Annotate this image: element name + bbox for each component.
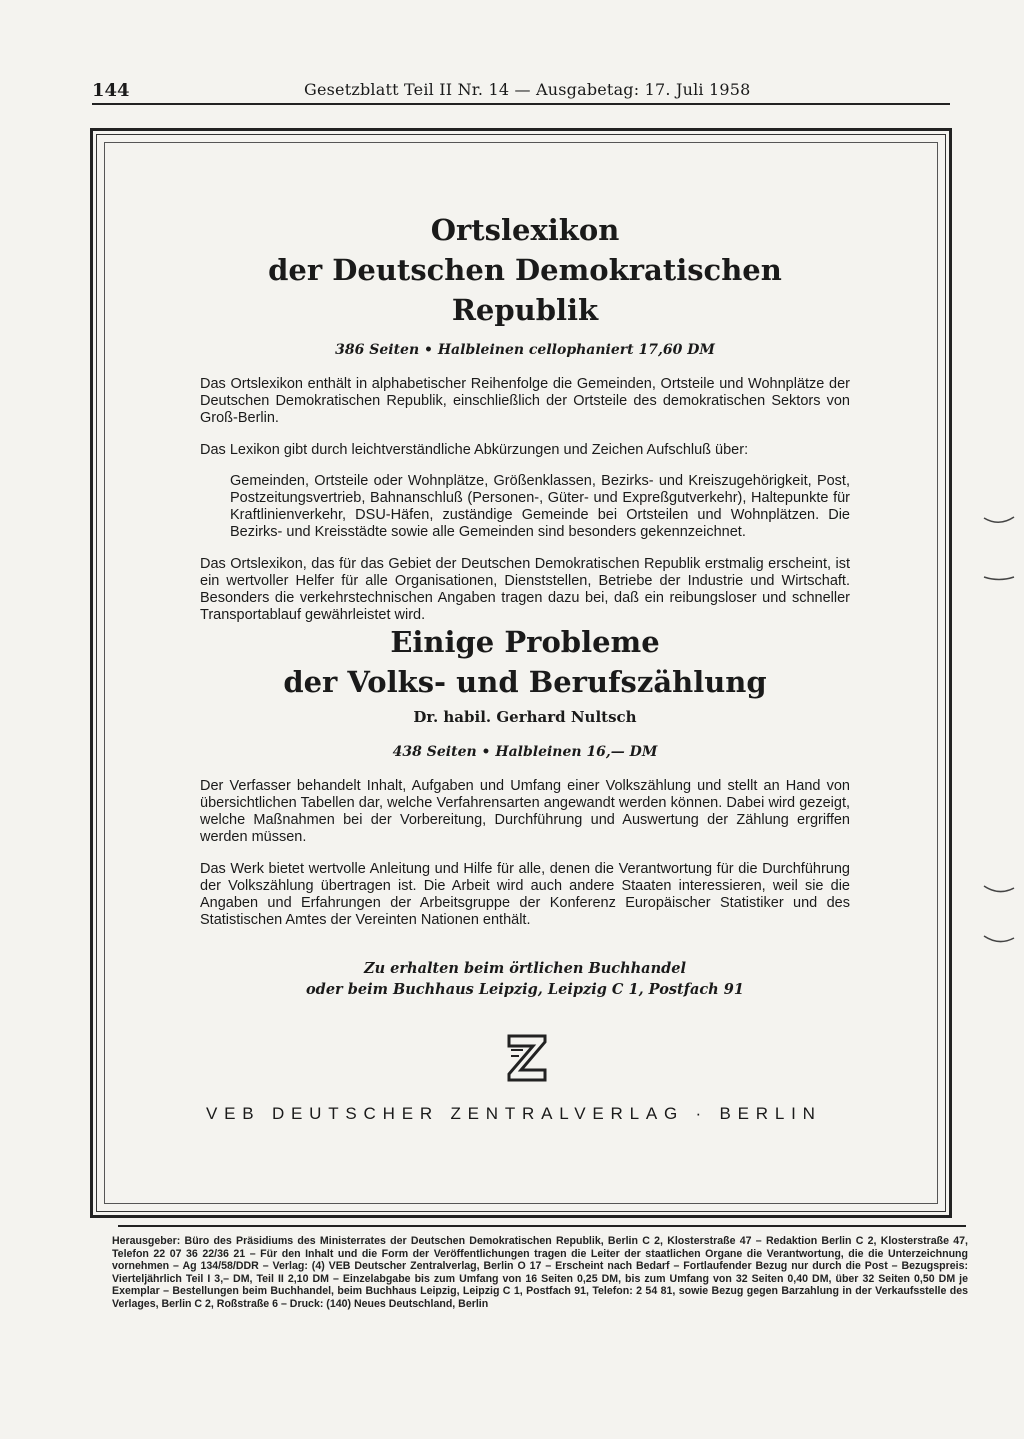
- book2-title-line1: Einige Probleme: [390, 625, 660, 659]
- imprint-footer: Herausgeber: Büro des Präsidiums des Ministerrates der Deutschen Demokratischen Republik, Berlin C 2, Klosterstraße 47 – Redaktion Berlin C 2, Klosterstraße 47, Telefon 22 07 36 22/36 21 – Für den Inhalt und die Form der Veröffentlichungen tragen die Leiter der staatlichen Organe die Verantwortung, die die Unterzeichnung vornehmen – Ag 134/58/DDR – Verlag: (4) VEB Deutscher Zentralverlag, Berlin O 17 – Erscheint nach Bedarf – Fortlaufender Bezug nur durch die Post – Bezugspreis: Vierteljährlich Teil I 3,– DM, Teil II 2,10 DM – Einzelabgabe bis zum Umfang von 16 Seiten 0,25 DM, bis zum Umfang von 32 Seiten 0,40 DM, über 32 Seiten 0,50 DM je Exemplar – Bestellungen beim Buchhandel, beim Buchhaus Leipzig, Leipzig C 1, Postfach 91, Telefon: 2 54 81, sowie Bezug gegen Barzahlung in der Verkaufsstelle des Verlages, Berlin C 2, Roßstraße 6 – Druck: (140) Neues Deutschland, Berlin: [112, 1235, 968, 1310]
- book1-title-line1: Ortslexikon: [430, 213, 620, 247]
- availability-line-1: Zu erhalten beim örtlichen Buchhandel: [364, 960, 686, 977]
- book1-paragraph-1: Das Ortslexikon enthält in alphabetischer Reihenfolge die Gemeinden, Ortsteile und Wohnplätze der Deutschen Demokratischen Republik, einschließlich der Ortsteile des demokratischen Sektors von Groß-Berlin.: [200, 376, 850, 426]
- header-rule: [92, 103, 950, 105]
- publisher-logo-icon: [505, 1030, 551, 1086]
- book1-paragraph-4: Das Ortslexikon, das für das Gebiet der Deutschen Demokratischen Republik erstmalig erscheint, ist ein wertvoller Helfer für alle Organisationen, Dienststellen, Betriebe der Industrie und Wirtschaft. Besonders die verkehrstechnischen Angaben tragen dazu bei, daß ein reibungsloser und schneller Transportablauf gewährleistet wird.: [200, 555, 850, 623]
- availability-note: [200, 958, 850, 1000]
- margin-mark-icon: [982, 572, 1016, 584]
- book-ad-volkszaehlung: [200, 622, 850, 943]
- margin-mark-icon: [982, 934, 1016, 946]
- book2-title-line2: der Volks- und Berufszählung: [283, 665, 767, 699]
- book1-meta: 386 Seiten • Halbleinen cellophaniert 17,60 DM: [335, 342, 715, 358]
- availability-line-2: oder beim Buchhaus Leipzig, Leipzig C 1, Postfach 91: [306, 981, 744, 998]
- book1-paragraph-3: Gemeinden, Ortsteile oder Wohnplätze, Größenklassen, Bezirks- und Kreiszugehörigkeit, Post, Postzeitungsvertrieb, Bahnanschluß (Personen-, Güter- und Expreßgutverkehr), Haltepunkte für Kraftlinienverkehr, DSU-Häfen, zuständige Gemeinde bei Ortsteilen und Wohnplätzen. Die Bezirks- und Kreisstädte sowie alle Gemeinden sind besonders gekennzeichnet.: [230, 473, 850, 540]
- book2-author: Dr. habil. Gerhard Nultsch: [413, 708, 637, 726]
- book1-paragraph-2: Das Lexikon gibt durch leichtverständliche Abkürzungen und Zeichen Aufschluß über:: [200, 441, 749, 458]
- page-header: [92, 80, 950, 102]
- footer-rule: [118, 1225, 966, 1227]
- page-number: 144: [92, 80, 130, 101]
- publisher-name: VEB DEUTSCHER ZENTRALVERLAG · BERLIN: [206, 1104, 822, 1123]
- book2-paragraph-2: Das Werk bietet wertvolle Anleitung und Hilfe für alle, denen die Verantwortung für die Durchführung der Volkszählung übertragen ist. Die Arbeit wird auch andere Staaten interessieren, weil sie die Angaben und Erfahrungen der Arbeitsgruppe der Konferenz Europäischer Statistiker und des Statistischen Amtes der Vereinten Nationen enthält.: [200, 860, 850, 928]
- book-ad-ortslexikon: [200, 210, 850, 638]
- margin-mark-icon: [982, 884, 1016, 896]
- book1-title-line2: der Deutschen Demokratischen Republik: [268, 253, 782, 327]
- margin-mark-icon: [982, 515, 1016, 527]
- book2-paragraph-1: Der Verfasser behandelt Inhalt, Aufgaben und Umfang einer Volkszählung und stellt an Hand von übersichtlichen Tabellen dar, welche Verfahrensarten angewandt werden können. Dabei wird gezeigt, welche Maßnahmen bei der Vorbereitung, Durchführung und Auswertung der Zählung ergriffen werden müssen.: [200, 778, 850, 845]
- gazette-title: Gesetzblatt Teil II Nr. 14 — Ausgabetag: 17. Juli 1958: [304, 80, 751, 99]
- book2-meta: 438 Seiten • Halbleinen 16,— DM: [392, 744, 658, 760]
